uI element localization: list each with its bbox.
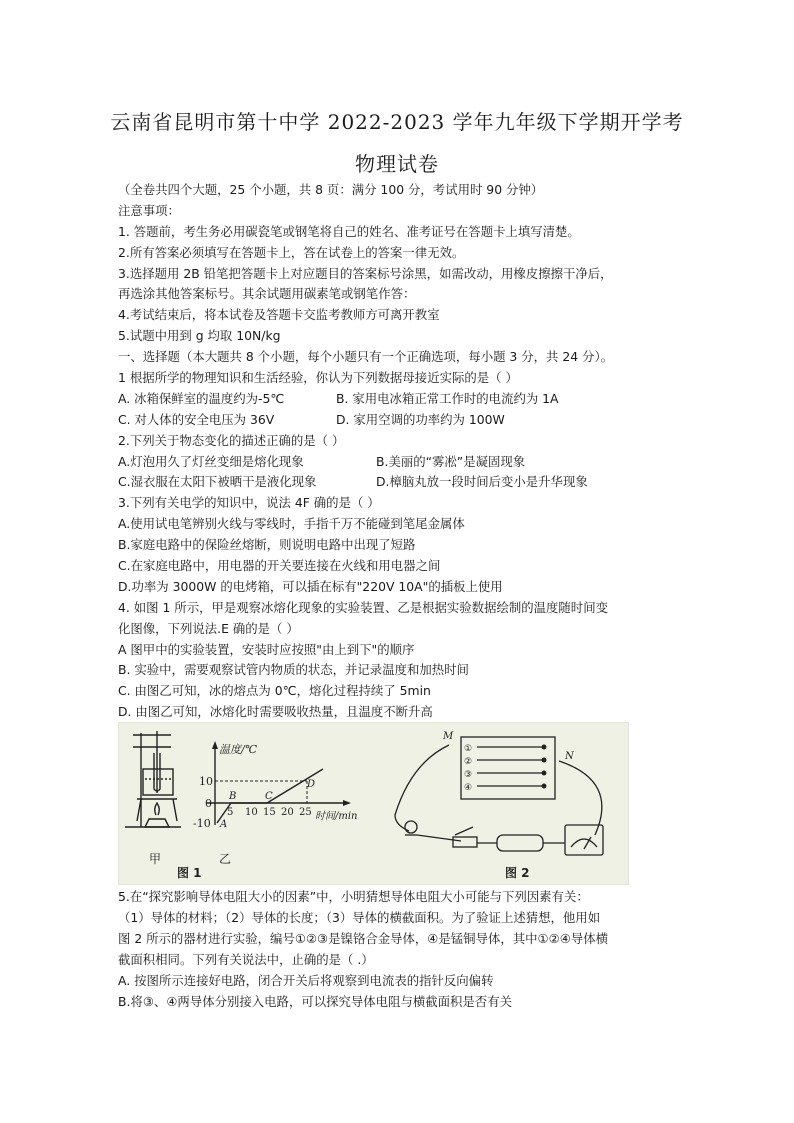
q3-option-a: A.使用试电笔辨别火线与零线时，手指千万不能碰到笔尾金属体 (118, 516, 465, 532)
q2-stem: 2.下列关于物态变化的描述正确的是（ ） (118, 432, 345, 448)
q4-stem-cont: 化图像，下列说法.E 确的是（ ） (118, 620, 299, 636)
q2-option-a: A.灯泡用久了灯丝变细是熔化现象 (118, 453, 304, 469)
q5-option-a: A. 按图所示连接好电路，闭合开关后将观察到电流表的指针反向偏转 (118, 973, 494, 988)
wire-1-label: ① (464, 744, 473, 754)
point-a: A (220, 819, 228, 830)
melting-apparatus (125, 731, 181, 827)
q1-option-a: A. 冰箱保鲜室的温度约为-5℃ (118, 390, 285, 406)
q3-option-b: B.家庭电路中的保险丝熔断，则说明电路中出现了短路 (118, 537, 416, 553)
note-1: 1. 答题前，考生务必用碳瓷笔或钢笔将自己的姓名、准考证号在答题卡上填写清楚。 (118, 223, 580, 239)
point-c: C (265, 791, 273, 802)
exam-subtitle: 物理试卷 (355, 152, 439, 176)
q4-option-a: A 图甲中的实验装置，安装时应按照"由上到下"的顺序 (118, 641, 415, 657)
q5-stem: 5.在“探究影响导体电阻大小的因素”中，小明猜想导体电阻大小可能与下列因素有关： (118, 889, 589, 904)
note-4: 4.考试结束后，将本试卷及答题卡交监考教师方可离开教室 (118, 307, 440, 323)
label-n: N (565, 751, 574, 762)
point-d: D (307, 779, 316, 790)
q4-option-c: C. 由图乙可知，冰的熔点为 0℃，熔化过程持续了 5min (118, 683, 431, 699)
q3-option-c: C.在家庭电路中，用电器的开关要连接在火线和用电器之间 (118, 558, 441, 574)
xtick-5: 5 (227, 807, 234, 818)
wire-3-label: ③ (464, 770, 473, 780)
q2-options-row1 (118, 452, 718, 473)
ytick-10: 10 (199, 775, 213, 788)
label-jia: 甲 (149, 852, 162, 866)
xtick-15: 15 (263, 807, 276, 818)
q4-option-b: B. 实验中，需要观察试管内物质的状态，并记录温度和加热时间 (118, 662, 469, 678)
xtick-10: 10 (245, 807, 258, 818)
graph-xlabel: 时间/min (315, 811, 358, 822)
wire-2-label: ② (464, 757, 473, 767)
label-fig2: 图 2 (505, 866, 530, 880)
temperature-graph (193, 741, 358, 830)
q1-option-b: B. 家用电冰箱正常工作时的电流约为 1A (336, 390, 559, 406)
q2-options-row2 (118, 472, 718, 493)
q3-stem: 3.下列有关电学的知识中，说法 4F 确的是（ ） (118, 495, 380, 511)
note-3: 3.选择题用 2B 铅笔把答题卡上对应题目的答案标号涂黑，如需改动，用橡皮擦擦干净后， (118, 265, 613, 281)
q5-stem-3: 图 2 所示的器材进行实验，编号①②③是镍铬合金导体，④是锰铜导体，其中①②④导体横 (118, 931, 609, 946)
q3-option-d: D.功率为 3000W 的电烤箱，可以插在标有"220V 10A"的插板上使用 (118, 578, 503, 594)
ytick-neg10: -10 (193, 817, 211, 830)
note-3-cont: 再选涂其他答案标号。其余试题用碳素笔或钢笔作答： (118, 286, 416, 302)
q1-options-row1 (118, 389, 718, 410)
q2-option-d: D.樟脑丸放一段时间后变小是升华现象 (376, 474, 588, 490)
label-yi: 乙 (219, 852, 232, 866)
q5-option-b: B.将③、④两导体分别接入电路，可以探究导体电阻与横截面积是否有关 (118, 994, 512, 1009)
q4-option-d: D. 由图乙可知，冰熔化时需要吸收热量，且温度不断升高 (118, 704, 433, 720)
q2-option-c: C.湿衣服在太阳下被晒干是液化现象 (118, 474, 317, 490)
ytick-0: 0 (205, 797, 212, 810)
q5-stem-2: （1）导体的材料；（2）导体的长度；（3）导体的横截面积。为了验证上述猜想，他用如 (118, 910, 601, 925)
q1-option-c: C. 对人体的安全电压为 36V (118, 411, 275, 427)
point-b: B (229, 791, 237, 802)
figure-panel (118, 722, 629, 885)
q1-option-d: D. 家用空调的功率约为 100W (336, 411, 505, 427)
label-m: M (443, 731, 454, 742)
q5-stem-4: 截面积相同。下列有关说法中，止确的是（ .） (118, 952, 374, 967)
label-fig1: 图 1 (177, 866, 202, 880)
text-block-top (118, 180, 718, 723)
figure-drawing (119, 723, 628, 884)
q1-stem: 1 根据所学的物理知识和生活经验，你认为下列数据母接近实际的是（ ） (118, 370, 518, 386)
text-block-bottom (118, 886, 718, 1012)
xtick-20: 20 (281, 807, 294, 818)
xtick-25: 25 (299, 807, 312, 818)
section-heading: 一、选择题（本大题共 8 个小题，每个小题只有一个正确选项，每小题 3 分，共 24 分）。 (118, 349, 614, 365)
wire-4-label: ④ (464, 783, 473, 793)
notes-heading: 注意事项： (118, 202, 180, 218)
note-5: 5.试题中用到 g 均取 10N/kg (118, 328, 281, 344)
graph-ylabel: 温度/℃ (219, 743, 258, 756)
q2-option-b: B.美丽的“雾凇”是凝固现象 (376, 453, 526, 469)
q1-options-row2 (118, 410, 718, 431)
exam-title: 云南省昆明市第十中学 2022-2023 学年九年级下学期开学考 (110, 110, 684, 134)
note-2: 2.所有答案必须填写在答题卡上，答在试卷上的答案一律无效。 (118, 244, 465, 260)
q4-stem: 4. 如图 1 所示，甲是观察冰熔化现象的实验装置、乙是根据实验数据绘制的温度随时间变 (118, 599, 608, 615)
exam-summary: （全卷共四个大题，25 个小题，共 8 页：满分 100 分，考试用时 90 分钟） (118, 182, 544, 197)
